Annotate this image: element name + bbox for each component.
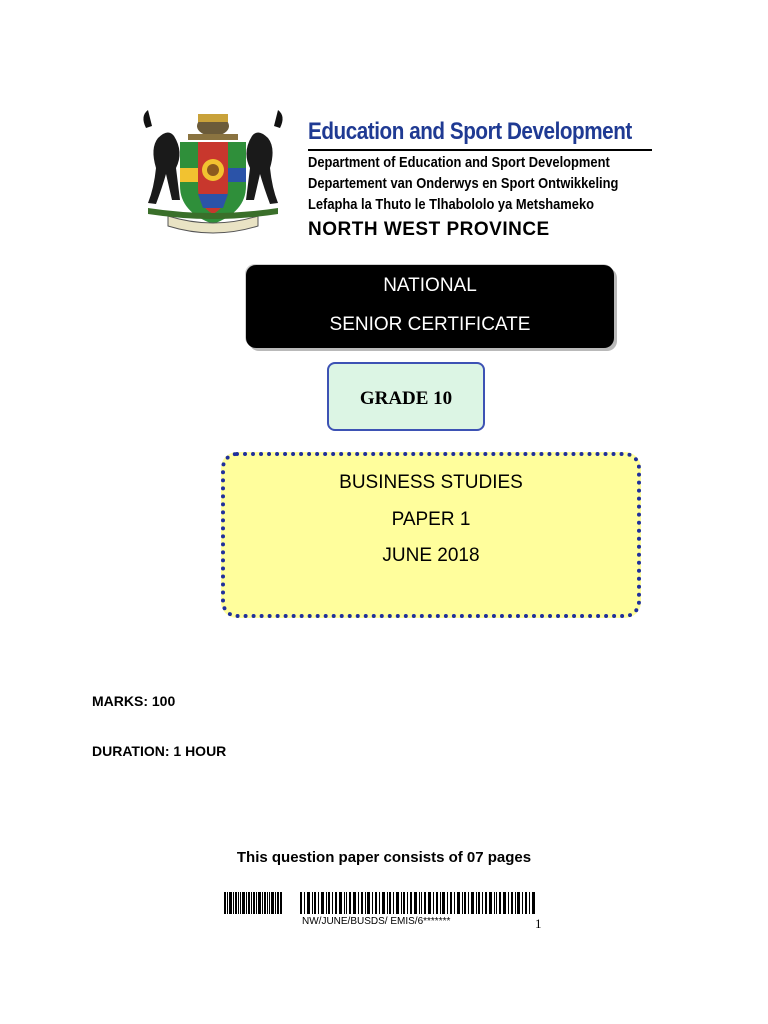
- title-underline: [308, 149, 652, 151]
- department-name-english: Department of Education and Sport Development: [308, 154, 610, 171]
- barcode-small: [224, 892, 282, 914]
- province-name: NORTH WEST PROVINCE: [308, 219, 550, 240]
- department-title: Education and Sport Development: [308, 118, 632, 145]
- page-number: 1: [535, 916, 542, 931]
- pages-note: This question paper consists of 07 pages: [236, 849, 532, 866]
- certificate-banner: [246, 265, 614, 348]
- coat-of-arms-logo: [128, 108, 298, 236]
- department-header: [128, 108, 658, 243]
- paper-reference: NW/JUNE/BUSDS/ EMIS/6*******: [302, 916, 451, 927]
- grade-box: [327, 362, 485, 431]
- paper-number: PAPER 1: [391, 509, 471, 530]
- grade-label: GRADE 10: [359, 388, 453, 409]
- department-name-setswana: Lefapha la Thuto le Tlhabololo ya Metshameko: [308, 196, 595, 213]
- certificate-line-1: NATIONAL: [383, 275, 477, 296]
- exam-date: JUNE 2018: [382, 545, 480, 566]
- duration-text: DURATION: 1 HOUR: [92, 743, 227, 759]
- subject-box: [221, 452, 641, 618]
- marks-text: MARKS: 100: [92, 693, 176, 709]
- barcode: [300, 892, 535, 914]
- subject-name: BUSINESS STUDIES: [339, 472, 523, 493]
- department-name-afrikaans: Departement van Onderwys en Sport Ontwikkeling: [308, 175, 619, 192]
- certificate-line-2: SENIOR CERTIFICATE: [329, 314, 531, 335]
